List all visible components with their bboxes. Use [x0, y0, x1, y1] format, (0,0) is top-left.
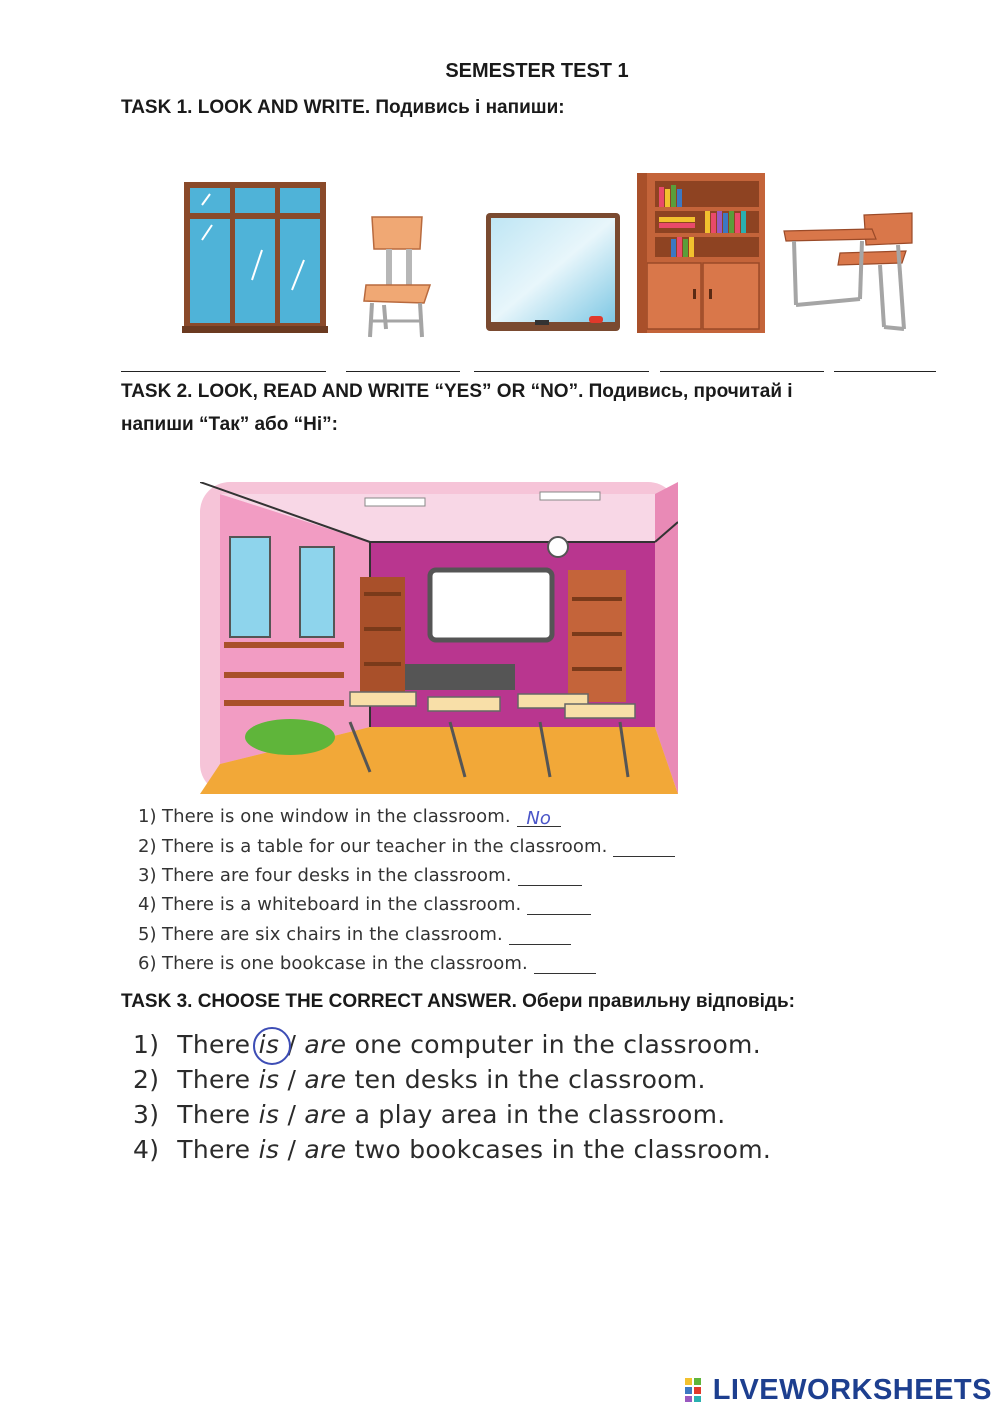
answer-field-6[interactable] — [534, 955, 596, 974]
task3-heading: TASK 3. CHOOSE THE CORRECT ANSWER. Обери правильну відповідь: — [121, 991, 795, 1012]
footer-logo — [685, 1373, 992, 1407]
bookcase-picture — [635, 171, 767, 335]
item-number: 4) — [133, 1135, 160, 1164]
question-number: 1) — [138, 806, 157, 827]
answer-blank-4[interactable] — [660, 371, 824, 372]
item-suffix: ten desks in the classroom. — [354, 1065, 706, 1094]
answer-blank-5[interactable] — [834, 371, 936, 372]
answer-field-2[interactable] — [613, 838, 675, 857]
answer-field-4[interactable] — [527, 896, 591, 915]
task2-question-2 — [138, 836, 675, 857]
task1-heading: TASK 1. LOOK AND WRITE. Подивись і напиши: — [121, 97, 565, 118]
item-prefix: There — [177, 1065, 251, 1094]
question-text: There are four desks in the classroom. — [162, 865, 512, 886]
item-prefix: There — [177, 1030, 251, 1059]
question-text: There are six chairs in the classroom. — [162, 924, 503, 945]
answer-blank-2[interactable] — [346, 371, 460, 372]
selected-circle-mark — [253, 1027, 291, 1065]
answer-field-3[interactable] — [518, 867, 582, 886]
question-number: 4) — [138, 894, 157, 915]
answer-blank-3[interactable] — [474, 371, 649, 372]
item-number: 3) — [133, 1100, 160, 1129]
option-separator: / — [287, 1030, 297, 1059]
desk-picture — [780, 209, 916, 335]
item-number: 2) — [133, 1065, 160, 1094]
option-are[interactable]: are — [304, 1135, 347, 1164]
task2-question-1 — [138, 806, 561, 827]
footer-logo-text: LIVEWORKSHEETS — [712, 1373, 992, 1406]
task3-item-1 — [133, 1030, 761, 1059]
logo-icon — [685, 1378, 711, 1402]
option-is[interactable]: is — [258, 1100, 280, 1129]
answer-blank-1[interactable] — [121, 371, 326, 372]
option-separator: / — [287, 1065, 297, 1094]
answer-field-1[interactable]: No — [517, 808, 561, 827]
question-text: There is one window in the classroom. — [162, 806, 511, 827]
task2-heading-line1: TASK 2. LOOK, READ AND WRITE “YES” OR “NO”. Подивись, прочитай і — [121, 381, 793, 402]
question-text: There is a whiteboard in the classroom. — [162, 894, 522, 915]
option-is[interactable]: is — [259, 1030, 280, 1059]
question-number: 5) — [138, 924, 157, 945]
question-number: 2) — [138, 836, 157, 857]
question-text: There is one bookcase in the classroom. — [162, 953, 528, 974]
item-suffix: one computer in the classroom. — [354, 1030, 761, 1059]
chair-picture — [360, 213, 442, 345]
task3-item-3 — [133, 1100, 726, 1129]
question-text: There is a table for our teacher in the classroom. — [162, 836, 608, 857]
task3-item-4 — [133, 1135, 771, 1164]
task3-item-2 — [133, 1065, 706, 1094]
option-are[interactable]: are — [304, 1030, 347, 1059]
task2-question-5 — [138, 924, 571, 945]
task2-question-6 — [138, 953, 596, 974]
task2-question-4 — [138, 894, 591, 915]
whiteboard-picture — [485, 212, 621, 334]
classroom-picture — [200, 482, 678, 794]
item-number: 1) — [133, 1030, 160, 1059]
option-are[interactable]: are — [304, 1065, 347, 1094]
option-is[interactable]: is — [258, 1065, 280, 1094]
option-are[interactable]: are — [304, 1100, 347, 1129]
task2-heading-line2: напиши “Так” або “Ні”: — [121, 414, 338, 435]
task2-question-3 — [138, 865, 582, 886]
item-suffix: two bookcases in the classroom. — [354, 1135, 772, 1164]
question-number: 6) — [138, 953, 157, 974]
task2-heading — [121, 377, 901, 439]
option-separator: / — [287, 1100, 297, 1129]
option-is[interactable]: is — [258, 1135, 280, 1164]
window-picture — [182, 180, 328, 334]
item-prefix: There — [177, 1135, 251, 1164]
answer-field-5[interactable] — [509, 926, 571, 945]
page-title: SEMESTER TEST 1 — [445, 60, 629, 82]
item-suffix: a play area in the classroom. — [354, 1100, 726, 1129]
item-prefix: There — [177, 1100, 251, 1129]
question-number: 3) — [138, 865, 157, 886]
option-separator: / — [287, 1135, 297, 1164]
